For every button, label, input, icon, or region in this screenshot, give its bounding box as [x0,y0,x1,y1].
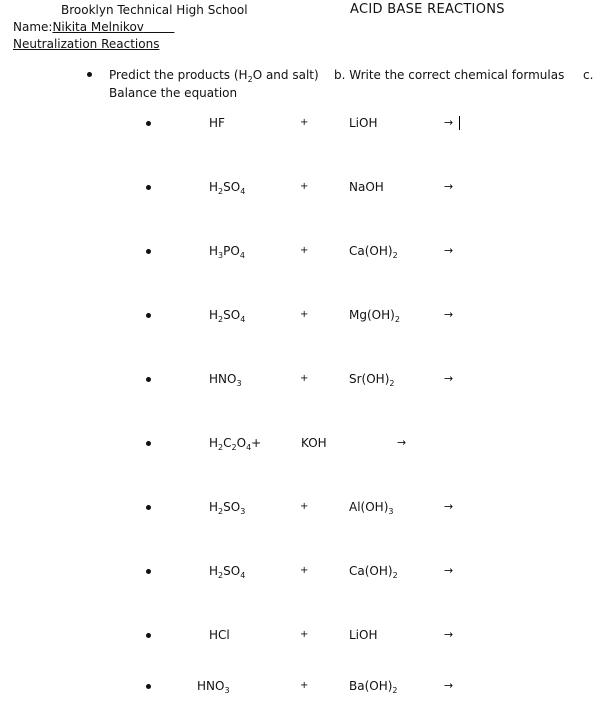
reaction-bullet [146,441,151,446]
plus-sign: + [300,309,309,320]
text-cursor [459,116,460,130]
plus-sign: + [300,117,309,128]
reaction-arrow: → [444,679,454,692]
section-title: Neutralization Reactions [13,37,160,51]
plus-sign: + [300,680,309,691]
reaction-acid: $HNO_3$ [197,679,230,695]
reaction-acid: $HNO_3$ [209,372,242,388]
reaction-base: $Al(OH)_3$ [349,500,394,516]
reaction-arrow: → [444,308,454,321]
reaction-acid: $H_2SO_3$ [209,500,246,516]
name-line [13,20,174,34]
reaction-base: KOH [301,436,327,450]
reaction-base: LiOH [349,116,378,130]
plus-sign: + [300,565,309,576]
plus-sign: + [300,501,309,512]
instruction-b: b. Write the correct chemical formulas [334,68,565,82]
reaction-arrow: → [444,628,454,641]
reaction-base: $Sr(OH)_2$ [349,372,395,388]
reaction-bullet [146,313,151,318]
student-name: Nikita Melnikov [52,20,144,34]
school-name: Brooklyn Technical High School [61,3,248,17]
reaction-arrow: → [444,180,454,193]
reaction-arrow: → [444,564,454,577]
reaction-bullet [146,377,151,382]
reaction-acid: $H_2SO_4$ [209,564,246,580]
plus-sign: + [300,629,309,640]
reaction-bullet [146,505,151,510]
reaction-acid: $H_3PO_4$ [209,244,245,260]
plus-sign: + [300,181,309,192]
reaction-bullet [146,249,151,254]
reaction-acid: HCl [209,628,230,642]
name-underline-blank [144,20,175,34]
worksheet-title: ACID BASE REACTIONS [350,2,505,17]
reaction-bullet [146,185,151,190]
reaction-arrow: → [444,244,454,257]
instruction-balance: Balance the equation [109,86,238,100]
instruction-a: Predict the products ($H_2O$ and salt) [109,68,319,84]
reaction-arrow: → [444,500,454,513]
name-label: Name: [13,20,53,34]
plus-sign: + [300,245,309,256]
reaction-bullet [146,569,151,574]
reaction-base: LiOH [349,628,378,642]
reaction-arrow: → [397,436,407,449]
reaction-acid: $H_2SO_4$ [209,308,246,324]
reaction-bullet [146,633,151,638]
reaction-arrow: → [444,116,454,129]
reaction-base: NaOH [349,180,384,194]
reaction-arrow: → [444,372,454,385]
reaction-base: $Ca(OH)_2$ [349,244,398,260]
instruction-c: c. [583,68,594,82]
reaction-base: $Ba(OH)_2$ [349,679,398,695]
reaction-base: $Ca(OH)_2$ [349,564,398,580]
reaction-bullet [146,684,151,689]
reaction-acid: $H_2SO_4$ [209,180,246,196]
reaction-acid: $H_2C_2O_4+$ [209,436,262,452]
reaction-acid: HF [209,116,225,130]
reaction-base: $Mg(OH)_2$ [349,308,400,324]
instruction-bullet [87,72,92,77]
plus-sign: + [300,373,309,384]
reaction-bullet [146,121,151,126]
